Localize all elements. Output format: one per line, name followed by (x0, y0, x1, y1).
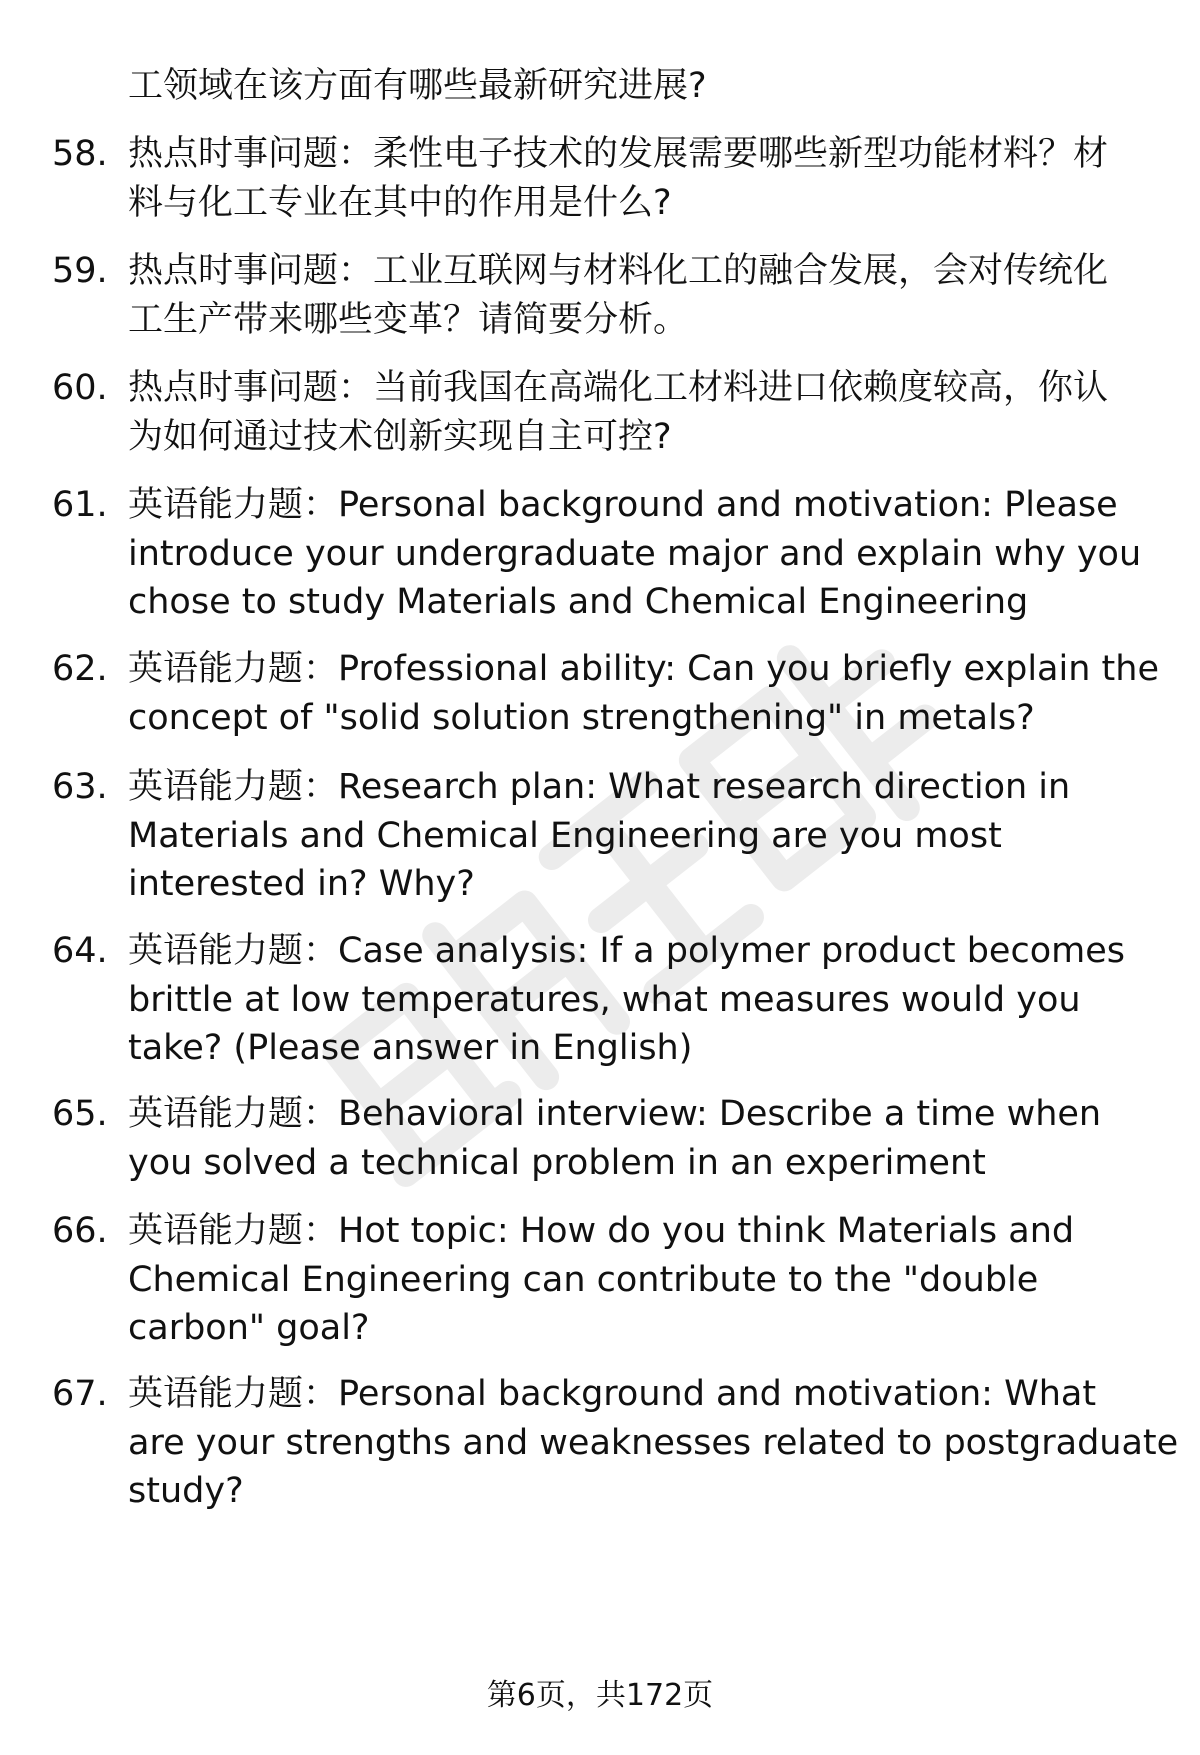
question-text-line: 英语能力题：Personal background and motivation: What (128, 1374, 1097, 1414)
question-text-line: carbon" goal? (128, 1308, 370, 1348)
question-text (128, 763, 1168, 909)
question-text-line: Chemical Engineering can contribute to the "double (128, 1259, 1039, 1300)
question-text-line: 英语能力题：Research plan: What research direction in (128, 767, 1071, 807)
question-text-line: 英语能力题：Case analysis: If a polymer product becomes (128, 931, 1125, 971)
question-number: 63. (52, 767, 108, 807)
question-text (128, 481, 1168, 627)
question-text-line: 热点时事问题：工业互联网与材料化工的融合发展，会对传统化 (128, 251, 1109, 291)
question-number: 62. (52, 649, 108, 689)
question-text (128, 247, 1168, 344)
question-text-line: interested in? Why? (128, 864, 475, 904)
question-text-line: concept of "solid solution strengthening" in metals? (128, 697, 1035, 738)
question-text-line: you solved a technical problem in an experiment (128, 1142, 986, 1183)
question-text (128, 1370, 1179, 1516)
question-text (128, 1090, 1168, 1187)
page-footer: 第6页，共172页 (486, 1678, 714, 1713)
question-text (128, 927, 1168, 1073)
question-number: 59. (52, 251, 108, 291)
question-text-line: 英语能力题：Professional ability: Can you briefly explain the (128, 649, 1159, 689)
question-text-line: 工生产带来哪些变革？请简要分析。 (128, 299, 689, 340)
question-text-line: 英语能力题：Behavioral interview: Describe a time when (128, 1094, 1102, 1134)
question-text-line: study? (128, 1471, 244, 1511)
question-number: 58. (52, 134, 108, 174)
question-number: 60. (52, 368, 108, 408)
question-text-line: 为如何通过技术创新实现自主可控? (128, 416, 672, 457)
question-text-line: brittle at low temperatures, what measures would you (128, 979, 1081, 1020)
question-text-line: take? (Please answer in English) (128, 1028, 693, 1068)
question-text (128, 364, 1168, 461)
question-text-line: 热点时事问题：柔性电子技术的发展需要哪些新型功能材料？材 (128, 134, 1109, 174)
question-text-line: 英语能力题：Hot topic: How do you think Materials and (128, 1211, 1075, 1251)
question-number: 65. (52, 1094, 108, 1134)
question-number: 61. (52, 485, 108, 525)
question-number: 67. (52, 1374, 108, 1414)
continuation-text: 工领域在该方面有哪些最新研究进展? (128, 66, 707, 106)
question-text (128, 1207, 1168, 1353)
question-text-line: 英语能力题：Personal background and motivation: Please (128, 485, 1118, 525)
question-text-line: 料与化工专业在其中的作用是什么? (128, 182, 672, 223)
question-text-line: chose to study Materials and Chemical Engineering (128, 582, 1029, 622)
question-text-line: Materials and Chemical Engineering are you most (128, 815, 1002, 856)
question-text-line: introduce your undergraduate major and explain why you (128, 533, 1142, 574)
question-text (128, 130, 1168, 227)
question-text (128, 645, 1168, 742)
question-text-line: are your strengths and weaknesses related to postgraduate (128, 1422, 1179, 1463)
question-number: 66. (52, 1211, 108, 1251)
question-number: 64. (52, 931, 108, 971)
question-text-line: 热点时事问题：当前我国在高端化工材料进口依赖度较高，你认 (128, 368, 1109, 408)
